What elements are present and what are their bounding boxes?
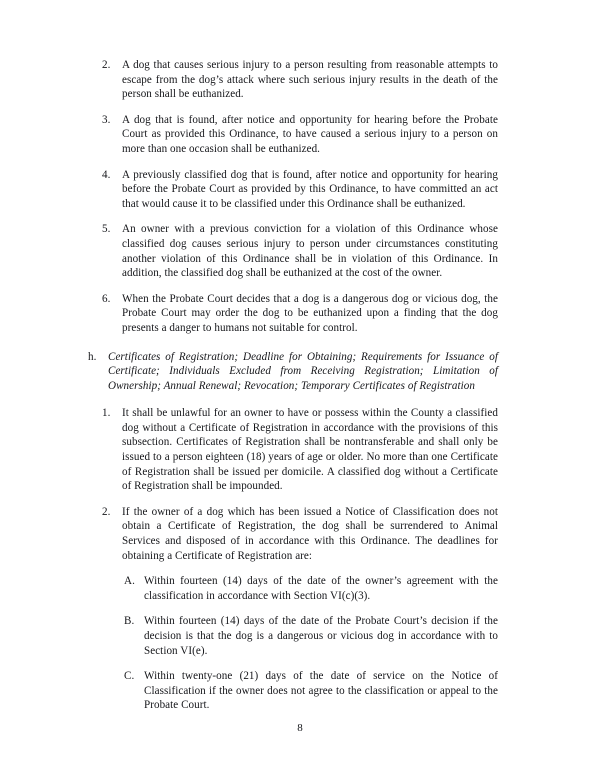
list-item-text: It shall be unlawful for an owner to have or possess within the County a classified dog without a Certificate of Registration in accordance with the provisions of this subsection. Certificates of Registration shall be nontransferable and shall only be issued to a person eighteen (18) years of age or older. No more than one Certificate of Registration shall be issued per domicile. A classified dog without a Certificate of Registration shall be impounded. — [122, 407, 498, 493]
list-marker: 5. — [102, 223, 111, 236]
list-item-text: Within twenty-one (21) days of the date of service on the Notice of Classification if the owner does not agree to the classification or appeal to the Probate Court. — [144, 670, 498, 712]
list-marker: 6. — [102, 292, 111, 305]
list-item-text: A previously classified dog that is found, after notice and opportunity for hearing before the Probate Court as provided by this Ordinance, to have committed an act that would cause it to be classified under this Ordinance shall be euthanized. — [122, 168, 498, 210]
list-item-text: A dog that is found, after notice and opportunity for hearing before the Probate Court as provided this Ordinance, to have caused a serious injury to a person on more than one occasion shall be euthanized. — [122, 113, 498, 155]
section-heading — [88, 350, 498, 394]
list-item — [102, 292, 498, 336]
list-item-text: Within fourteen (14) days of the date of the Probate Court’s decision if the decision is that the dog is a dangerous or vicious dog in accordance with to Section VI(e). — [144, 615, 498, 657]
list-item-text: An owner with a previous conviction for a violation of this Ordinance whose classified dog causes serious injury to person under circumstances constituting another violation of this Ordinance shall be in violation of this Ordinance. In addition, the classified dog shall be euthanized at the cost of the owner. — [122, 223, 498, 280]
page-number: 8 — [297, 722, 303, 734]
list-item — [124, 574, 498, 603]
list-marker: B. — [124, 615, 135, 628]
page-body — [88, 58, 498, 724]
list-item — [102, 406, 498, 494]
list-item-text: A dog that causes serious injury to a person resulting from reasonable attempts to escape from the dog’s attack where such serious injury results in the death of the person shall be euthanized. — [122, 59, 498, 101]
list-marker: 3. — [102, 113, 111, 126]
list-marker: 4. — [102, 168, 111, 181]
list-item — [102, 505, 498, 563]
list-item-text: When the Probate Court decides that a dog is a dangerous dog or vicious dog, the Probate Court may order the dog to be euthanized upon a finding that the dog presents a danger to humans not suitable for control. — [122, 292, 498, 334]
list-item — [124, 669, 498, 713]
list-marker: 1. — [102, 407, 111, 420]
list-marker: 2. — [102, 59, 111, 71]
list-marker: C. — [124, 670, 135, 683]
list-item-text: If the owner of a dog which has been issued a Notice of Classification does not obtain a Certificate of Registration, the dog shall be surrendered to Animal Services and disposed of in accordance with this Ordinance. The deadlines for obtaining a Certificate of Registration are: — [122, 505, 498, 562]
list-item-text: Within fourteen (14) days of the date of the owner’s agreement with the classification in accordance with Section VI(c)(3). — [144, 575, 498, 602]
list-item — [102, 168, 498, 212]
list-item — [102, 113, 498, 157]
list-marker: h. — [88, 350, 97, 363]
list-marker: 2. — [102, 505, 111, 518]
list-marker: A. — [124, 575, 136, 588]
list-item — [124, 614, 498, 658]
section-heading-text: Certificates of Registration; Deadline for Obtaining; Requirements for Issuance of Certificate; Individuals Excluded from Receiving Registration; Limitation of Ownership; Annual Renewal; Revocation; Temporary Certificates of Registration — [108, 350, 498, 392]
list-item — [102, 58, 498, 102]
list-item — [102, 222, 498, 280]
